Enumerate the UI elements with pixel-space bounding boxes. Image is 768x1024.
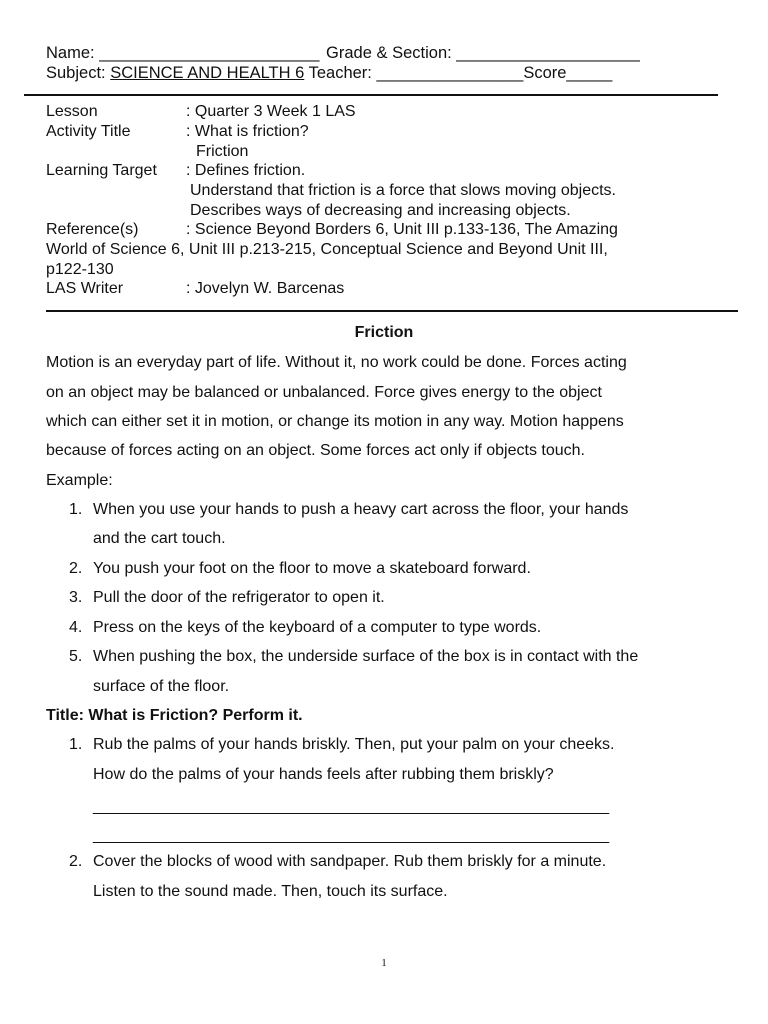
teacher-blank[interactable]: ________________ [376, 64, 524, 82]
target-label: Learning Target [46, 162, 157, 179]
references-value-1: : Science Beyond Borders 6, Unit III p.133-136, The Amazing [186, 221, 618, 238]
answer-blank[interactable]: __________________________________________________________ [93, 798, 610, 815]
section-title: Friction [354, 324, 414, 341]
score-blank[interactable]: _____ [566, 64, 613, 82]
name-line [46, 43, 640, 63]
list-text: Pull the door of the refrigerator to open it. [93, 589, 385, 606]
activity-label: Activity Title [46, 123, 131, 140]
page-number: 1 [381, 957, 387, 969]
task-text-continued: How do the palms of your hands feels after rubbing them briskly? [93, 766, 554, 783]
task-item [69, 852, 606, 872]
list-number: 3. [69, 589, 83, 606]
list-text-continued: surface of the floor. [93, 678, 230, 695]
list-text-continued: and the cart touch. [93, 530, 226, 547]
answer-blank[interactable]: __________________________________________________________ [93, 827, 610, 844]
grade-blank[interactable]: ____________________ [456, 44, 640, 62]
references-line-3: p122-130 [46, 261, 114, 278]
list-text: When you use your hands to push a heavy cart across the floor, your hands [93, 501, 629, 518]
list-number: 5. [69, 648, 83, 665]
intro-line: because of forces acting on an object. Some forces act only if objects touch. [46, 442, 585, 459]
writer-label: LAS Writer [46, 280, 124, 297]
header-divider [24, 94, 718, 96]
intro-line: on an object may be balanced or unbalanced. Force gives energy to the object [46, 384, 602, 401]
target-value-2: Understand that friction is a force that slows moving objects. [190, 182, 616, 199]
lesson-label: Lesson [46, 103, 98, 120]
list-item [69, 500, 628, 520]
activity-value-2: Friction [196, 143, 249, 160]
activity-title: Title: What is Friction? Perform it. [46, 707, 303, 724]
activity-value: : What is friction? [186, 123, 309, 140]
writer-value: : Jovelyn W. Barcenas [186, 280, 345, 297]
subject-label: Subject: [46, 64, 106, 82]
list-number: 4. [69, 619, 83, 636]
list-item [69, 618, 541, 638]
list-text: When pushing the box, the underside surface of the box is in contact with the [93, 648, 639, 665]
task-text: Cover the blocks of wood with sandpaper. Rub them briskly for a minute. [93, 853, 607, 870]
list-number: 1. [69, 501, 83, 518]
task-number: 2. [69, 853, 83, 870]
lesson-value: : Quarter 3 Week 1 LAS [186, 103, 356, 120]
task-item [69, 735, 614, 755]
list-item [69, 559, 531, 579]
list-item [69, 588, 385, 608]
target-value-3: Describes ways of decreasing and increasing objects. [190, 202, 571, 219]
intro-line: Motion is an everyday part of life. Without it, no work could be done. Forces acting [46, 354, 627, 371]
subject-line [46, 63, 612, 83]
meta-divider [46, 310, 738, 312]
example-label: Example: [46, 472, 113, 489]
intro-line: which can either set it in motion, or change its motion in any way. Motion happens [46, 413, 624, 430]
task-text-continued: Listen to the sound made. Then, touch its surface. [93, 883, 448, 900]
task-text: Rub the palms of your hands briskly. Then, put your palm on your cheeks. [93, 736, 615, 753]
list-item [69, 647, 638, 667]
task-number: 1. [69, 736, 83, 753]
references-label: Reference(s) [46, 221, 139, 238]
list-text: You push your foot on the floor to move a skateboard forward. [93, 560, 531, 577]
subject-value: SCIENCE AND HEALTH 6 [110, 64, 305, 82]
grade-label: Grade & Section: [326, 44, 452, 62]
teacher-label: Teacher: [308, 64, 372, 82]
target-value-1: : Defines friction. [186, 162, 306, 179]
list-text: Press on the keys of the keyboard of a computer to type words. [93, 619, 542, 636]
references-line-2: World of Science 6, Unit III p.213-215, Conceptual Science and Beyond Unit III, [46, 241, 608, 258]
score-label: Score [523, 64, 567, 82]
name-blank[interactable]: ________________________ [99, 44, 320, 62]
list-number: 2. [69, 560, 83, 577]
name-label: Name: [46, 44, 95, 62]
